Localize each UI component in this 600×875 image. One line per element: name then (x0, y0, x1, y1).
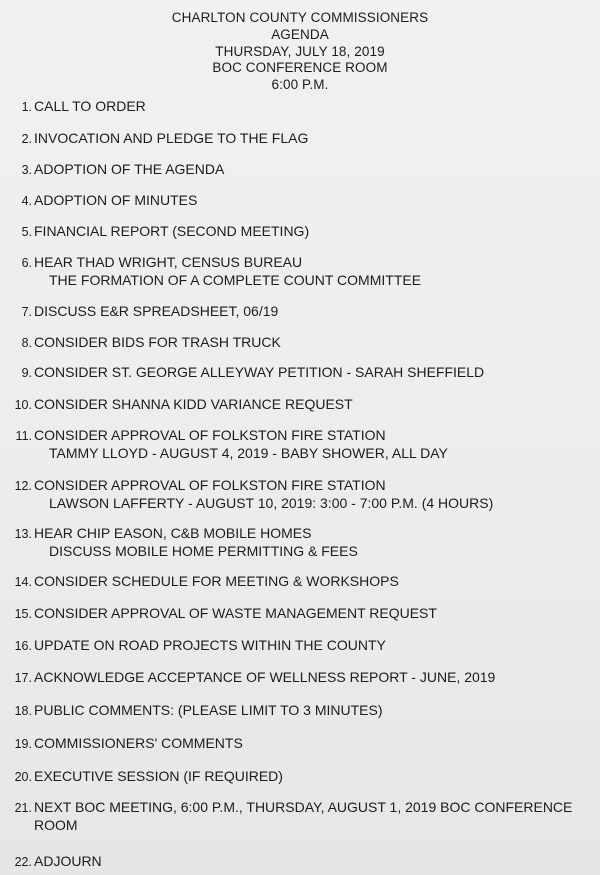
item-number: 15. (14, 607, 32, 621)
agenda-item (8, 363, 596, 382)
item-text: ADJOURN (34, 853, 102, 869)
agenda-item (8, 524, 596, 560)
item-text: ACKNOWLEDGE ACCEPTANCE OF WELLNESS REPORT - JUNE, 2019 (34, 669, 496, 685)
item-text: CONSIDER APPROVAL OF FOLKSTON FIRE STATION (34, 477, 386, 493)
agenda-item (8, 191, 596, 210)
agenda-item (8, 604, 596, 623)
item-number: 5. (21, 225, 32, 239)
agenda-item (8, 129, 596, 148)
item-text: ADOPTION OF MINUTES (34, 192, 198, 208)
item-text: CONSIDER APPROVAL OF FOLKSTON FIRE STATION (34, 427, 386, 443)
item-subtext: LAWSON LAFFERTY - AUGUST 10, 2019: 3:00 - 7:00 P.M. (4 HOURS) (49, 495, 494, 511)
agenda-item (8, 395, 596, 414)
item-number: 9. (21, 366, 32, 380)
agenda-item (8, 97, 596, 116)
item-number: 3. (21, 163, 32, 177)
agenda-item (8, 636, 596, 655)
header-time: 6:00 P.M. (271, 77, 329, 93)
item-text: HEAR CHIP EASON, C&B MOBILE HOMES (34, 525, 312, 541)
item-number: 12. (14, 479, 32, 493)
item-text: NEXT BOC MEETING, 6:00 P.M., THURSDAY, AUGUST 1, 2019 BOC CONFERENCE (34, 799, 573, 815)
agenda-item (8, 253, 596, 289)
item-subtext: TAMMY LLOYD - AUGUST 4, 2019 - BABY SHOWER, ALL DAY (49, 445, 448, 461)
header-doc-title: AGENDA (271, 26, 329, 42)
item-number: 1. (21, 100, 32, 114)
agenda-item (8, 701, 596, 720)
agenda-item (8, 476, 596, 512)
header-org-title: CHARLTON COUNTY COMMISSIONERS (171, 10, 429, 25)
item-number: 17. (14, 671, 32, 685)
item-number: 16. (14, 639, 32, 653)
item-text: FINANCIAL REPORT (SECOND MEETING) (34, 223, 310, 239)
item-number: 20. (14, 770, 32, 784)
item-text: EXECUTIVE SESSION (IF REQUIRED) (34, 768, 283, 784)
item-number: 14. (14, 575, 32, 589)
item-number: 10. (14, 398, 32, 412)
item-subtext: THE FORMATION OF A COMPLETE COUNT COMMITTEE (49, 272, 422, 288)
item-number: 11. (15, 429, 32, 443)
item-text: CONSIDER APPROVAL OF WASTE MANAGEMENT REQUEST (34, 605, 437, 621)
agenda-item (8, 767, 596, 786)
agenda-item (8, 572, 596, 591)
item-text: UPDATE ON ROAD PROJECTS WITHIN THE COUNTY (34, 637, 386, 653)
agenda-item (8, 798, 596, 834)
item-text: CALL TO ORDER (34, 98, 146, 114)
header-date: THURSDAY, JULY 18, 2019 (215, 43, 385, 59)
item-number: 4. (21, 194, 32, 208)
item-text: CONSIDER SHANNA KIDD VARIANCE REQUEST (34, 396, 353, 412)
header-location: BOC CONFERENCE ROOM (212, 60, 388, 76)
item-text-continued: ROOM (34, 817, 78, 833)
agenda-item (8, 734, 596, 753)
agenda-item (8, 852, 596, 871)
item-text: PUBLIC COMMENTS: (PLEASE LIMIT TO 3 MINUTES) (34, 702, 383, 718)
item-number: 6. (21, 256, 32, 270)
item-text: ADOPTION OF THE AGENDA (34, 161, 225, 177)
agenda-item (8, 302, 596, 321)
item-number: 19. (14, 737, 32, 751)
item-text: CONSIDER BIDS FOR TRASH TRUCK (34, 334, 281, 350)
agenda-item (8, 333, 596, 352)
item-number: 2. (21, 132, 32, 146)
item-number: 13. (14, 527, 32, 541)
agenda-item (8, 160, 596, 179)
agenda-item (8, 668, 596, 687)
item-text: HEAR THAD WRIGHT, CENSUS BUREAU (34, 254, 303, 270)
item-text: CONSIDER ST. GEORGE ALLEYWAY PETITION - SARAH SHEFFIELD (34, 364, 485, 380)
item-text: COMMISSIONERS' COMMENTS (34, 735, 243, 751)
item-subtext: DISCUSS MOBILE HOME PERMITTING & FEES (49, 543, 358, 559)
agenda-item (8, 426, 596, 462)
item-number: 7. (21, 305, 32, 319)
item-number: 21. (14, 801, 32, 815)
item-text: CONSIDER SCHEDULE FOR MEETING & WORKSHOPS (34, 573, 399, 589)
item-text: INVOCATION AND PLEDGE TO THE FLAG (34, 130, 309, 146)
agenda-item (8, 222, 596, 241)
item-text: DISCUSS E&R SPREADSHEET, 06/19 (34, 303, 279, 319)
item-number: 8. (21, 336, 32, 350)
item-number: 22. (14, 855, 32, 869)
item-number: 18. (14, 704, 32, 718)
agenda-header (0, 10, 600, 94)
